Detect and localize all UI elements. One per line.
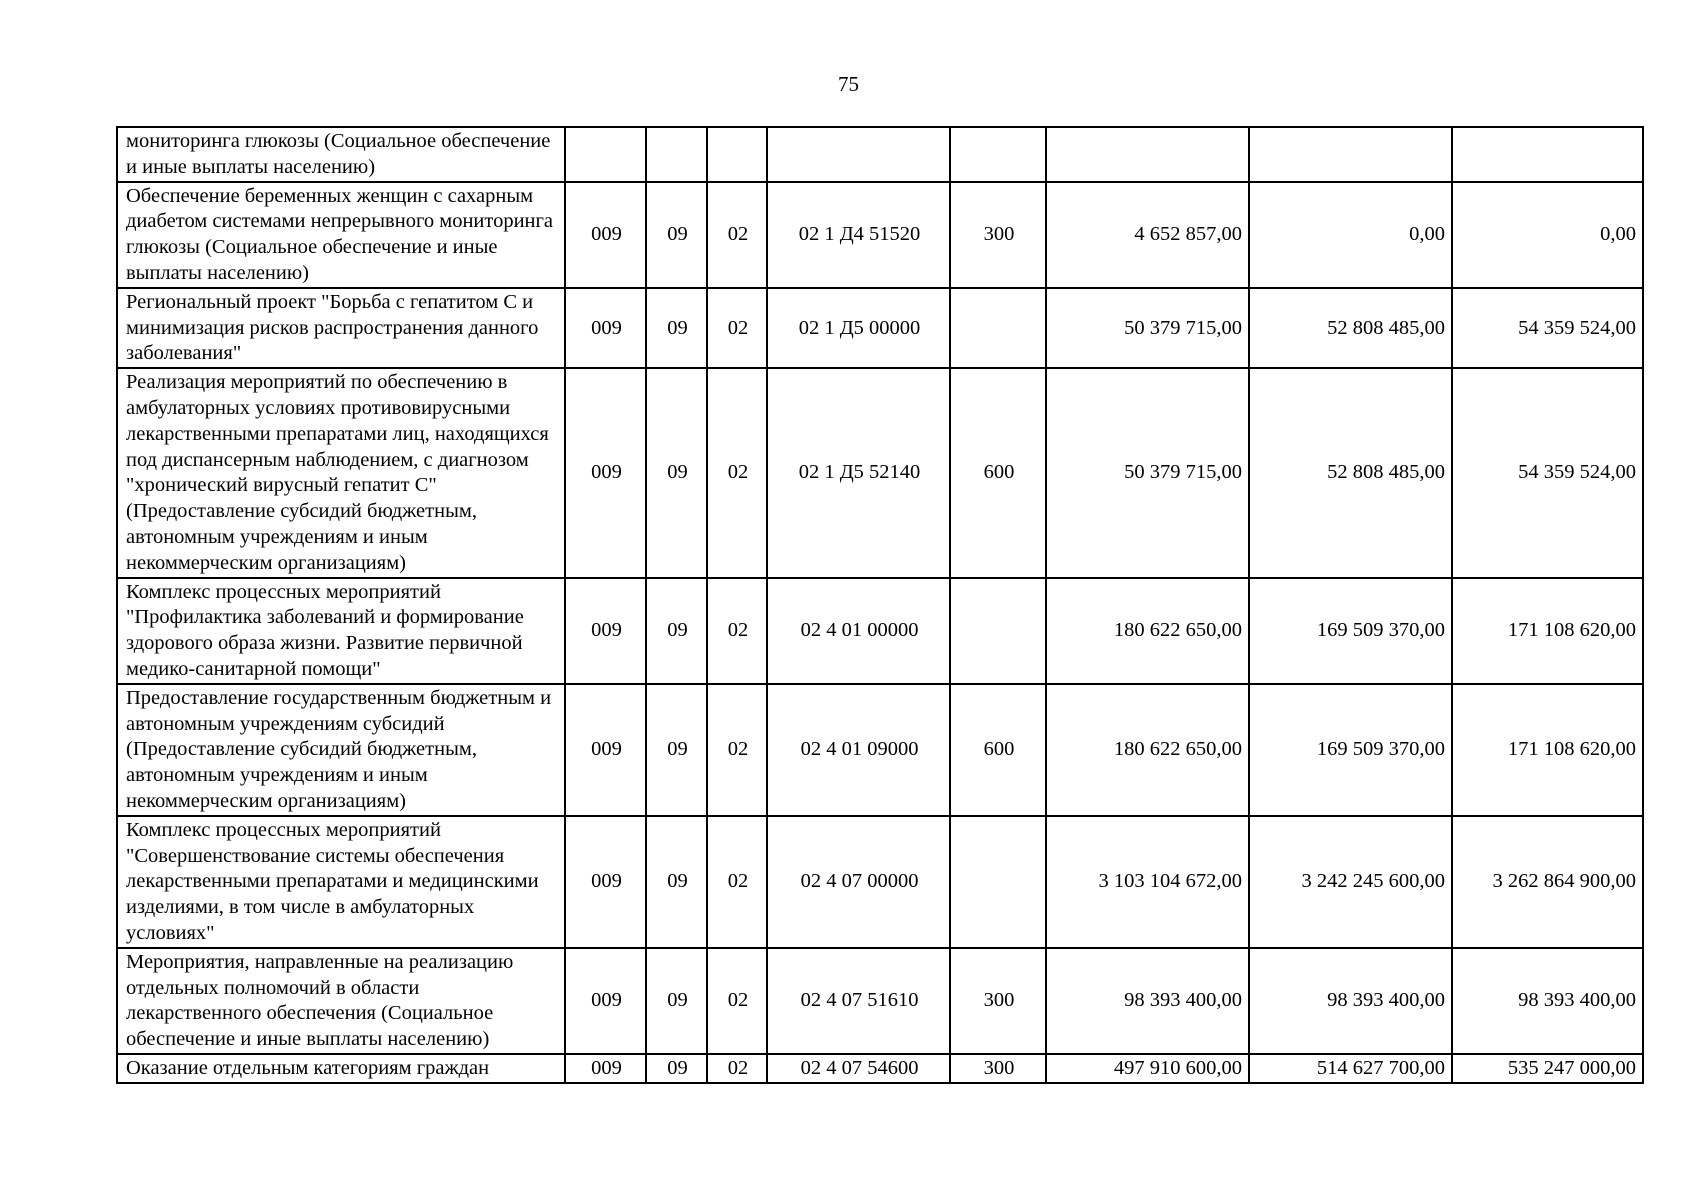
section-code-cell: 09 [646, 182, 707, 288]
item-name-cell: Предоставление государственным бюджетным и автономным учреждениям субсидий (Предоставление субсидий бюджетным, автономным учреждениям и иным некоммерческим организациям) [117, 684, 565, 816]
target-article-cell: 02 4 07 51610 [767, 948, 950, 1054]
grbs-code-cell: 009 [565, 948, 646, 1054]
amount-year3-cell: 54 359 524,00 [1452, 288, 1643, 368]
amount-year3-cell: 171 108 620,00 [1452, 684, 1643, 816]
expense-type-cell [950, 578, 1046, 684]
target-article-cell [767, 127, 950, 182]
amount-year1-cell: 50 379 715,00 [1046, 288, 1249, 368]
grbs-code-cell: 009 [565, 288, 646, 368]
amount-year3-cell: 0,00 [1452, 182, 1643, 288]
grbs-code-cell: 009 [565, 1054, 646, 1083]
table-row [117, 578, 1643, 684]
amount-year3-cell: 171 108 620,00 [1452, 578, 1643, 684]
subsection-code-cell: 02 [707, 288, 767, 368]
amount-year1-cell: 4 652 857,00 [1046, 182, 1249, 288]
expense-type-cell [950, 127, 1046, 182]
amount-year3-cell: 98 393 400,00 [1452, 948, 1643, 1054]
amount-year2-cell: 98 393 400,00 [1249, 948, 1452, 1054]
subsection-code-cell: 02 [707, 1054, 767, 1083]
target-article-cell: 02 1 Д4 51520 [767, 182, 950, 288]
item-name-cell: Оказание отдельным категориям граждан [117, 1054, 565, 1083]
item-name-cell: Региональный проект "Борьба с гепатитом С и минимизация рисков распространения данного заболевания" [117, 288, 565, 368]
amount-year2-cell: 3 242 245 600,00 [1249, 816, 1452, 948]
budget-table [116, 126, 1644, 1084]
grbs-code-cell: 009 [565, 684, 646, 816]
section-code-cell: 09 [646, 948, 707, 1054]
amount-year1-cell: 180 622 650,00 [1046, 684, 1249, 816]
item-name-cell: Обеспечение беременных женщин с сахарным диабетом системами непрерывного мониторинга глюкозы (Социальное обеспечение и иные выплаты населению) [117, 182, 565, 288]
subsection-code-cell: 02 [707, 368, 767, 577]
expense-type-cell: 300 [950, 1054, 1046, 1083]
table-row [117, 288, 1643, 368]
section-code-cell: 09 [646, 816, 707, 948]
table-row [117, 368, 1643, 577]
subsection-code-cell: 02 [707, 948, 767, 1054]
expense-type-cell: 300 [950, 948, 1046, 1054]
amount-year1-cell: 497 910 600,00 [1046, 1054, 1249, 1083]
subsection-code-cell: 02 [707, 816, 767, 948]
amount-year2-cell [1249, 127, 1452, 182]
section-code-cell: 09 [646, 578, 707, 684]
subsection-code-cell [707, 127, 767, 182]
subsection-code-cell: 02 [707, 684, 767, 816]
target-article-cell: 02 4 07 54600 [767, 1054, 950, 1083]
amount-year3-cell: 535 247 000,00 [1452, 1054, 1643, 1083]
target-article-cell: 02 4 01 09000 [767, 684, 950, 816]
item-name-cell: Мероприятия, направленные на реализацию отдельных полномочий в области лекарственного обеспечения (Социальное обеспечение и иные выплаты населению) [117, 948, 565, 1054]
expense-type-cell [950, 288, 1046, 368]
item-name-cell: Реализация мероприятий по обеспечению в амбулаторных условиях противовирусными лекарственными препаратами лиц, находящихся под диспансерным наблюдением, с диагнозом "хронический вирусный гепатит С" (Предоставление субсидий бюджетным, автономным учреждениям и иным некоммерческим организациям) [117, 368, 565, 577]
amount-year1-cell: 3 103 104 672,00 [1046, 816, 1249, 948]
target-article-cell: 02 1 Д5 00000 [767, 288, 950, 368]
table-body [117, 127, 1643, 1083]
amount-year2-cell: 169 509 370,00 [1249, 684, 1452, 816]
section-code-cell [646, 127, 707, 182]
target-article-cell: 02 4 01 00000 [767, 578, 950, 684]
amount-year2-cell: 514 627 700,00 [1249, 1054, 1452, 1083]
subsection-code-cell: 02 [707, 182, 767, 288]
amount-year2-cell: 0,00 [1249, 182, 1452, 288]
target-article-cell: 02 1 Д5 52140 [767, 368, 950, 577]
amount-year1-cell: 180 622 650,00 [1046, 578, 1249, 684]
item-name-cell: мониторинга глюкозы (Социальное обеспечение и иные выплаты населению) [117, 127, 565, 182]
amount-year1-cell: 98 393 400,00 [1046, 948, 1249, 1054]
section-code-cell: 09 [646, 1054, 707, 1083]
page-number: 75 [838, 72, 859, 96]
amount-year2-cell: 52 808 485,00 [1249, 288, 1452, 368]
section-code-cell: 09 [646, 684, 707, 816]
grbs-code-cell: 009 [565, 182, 646, 288]
section-code-cell: 09 [646, 288, 707, 368]
table-row [117, 816, 1643, 948]
item-name-cell: Комплекс процессных мероприятий "Профилактика заболеваний и формирование здорового образа жизни. Развитие первичной медико-санитарной помощи" [117, 578, 565, 684]
amount-year3-cell [1452, 127, 1643, 182]
grbs-code-cell: 009 [565, 368, 646, 577]
item-name-cell: Комплекс процессных мероприятий "Совершенствование системы обеспечения лекарственными препаратами и медицинскими изделиями, в том числе в амбулаторных условиях" [117, 816, 565, 948]
expense-type-cell: 600 [950, 684, 1046, 816]
table-row [117, 127, 1643, 182]
grbs-code-cell: 009 [565, 578, 646, 684]
expense-type-cell: 600 [950, 368, 1046, 577]
table-row [117, 684, 1643, 816]
expense-type-cell [950, 816, 1046, 948]
grbs-code-cell: 009 [565, 816, 646, 948]
amount-year2-cell: 169 509 370,00 [1249, 578, 1452, 684]
amount-year2-cell: 52 808 485,00 [1249, 368, 1452, 577]
target-article-cell: 02 4 07 00000 [767, 816, 950, 948]
grbs-code-cell [565, 127, 646, 182]
subsection-code-cell: 02 [707, 578, 767, 684]
expense-type-cell: 300 [950, 182, 1046, 288]
table-row [117, 1054, 1643, 1083]
table-row [117, 948, 1643, 1054]
amount-year3-cell: 54 359 524,00 [1452, 368, 1643, 577]
amount-year3-cell: 3 262 864 900,00 [1452, 816, 1643, 948]
amount-year1-cell [1046, 127, 1249, 182]
section-code-cell: 09 [646, 368, 707, 577]
amount-year1-cell: 50 379 715,00 [1046, 368, 1249, 577]
table-row [117, 182, 1643, 288]
